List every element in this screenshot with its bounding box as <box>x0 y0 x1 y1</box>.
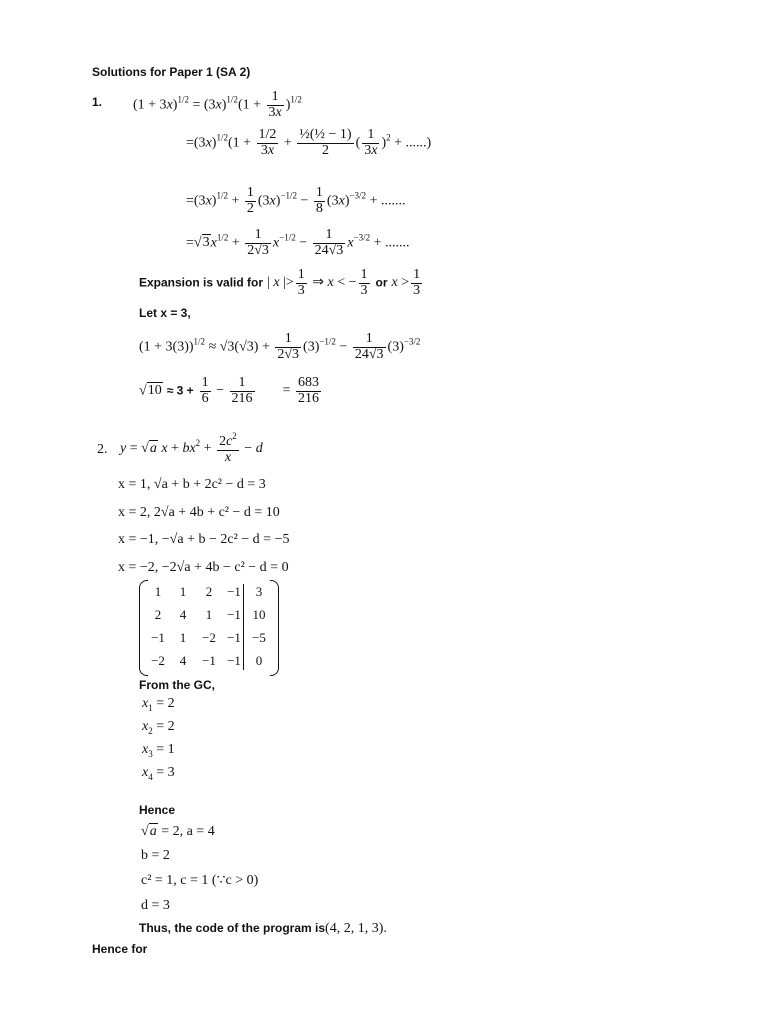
matrix-cell: −1 <box>151 630 165 645</box>
result-b: b = 2 <box>141 848 170 863</box>
matrix-cell: 0 <box>255 653 263 668</box>
solution-x4: $x_4 = 3$ <box>142 765 175 782</box>
result-c: c² = 1, c = 1 (∵c > 0) <box>141 873 259 888</box>
matrix-cell: −1 <box>227 584 241 599</box>
matrix-cell: 1 <box>179 584 187 599</box>
matrix-cell: 1 <box>179 630 187 645</box>
solution-x1: $x_1 = 2$ <box>142 696 175 713</box>
question-2-number: 2. <box>97 442 108 457</box>
matrix-cell: 4 <box>179 607 187 622</box>
q1-expansion-line-3: $=(3x)^{1/2}$ + $\frac{1}{2}$ $(3x)^{-1/2}$ − $\frac{1}{8}$ $(3x)^{-3/2}$ + ....... <box>186 185 406 216</box>
solution-x2: $x_2 = 2$ <box>142 719 175 736</box>
matrix-cell: −1 <box>227 653 241 668</box>
q2-equation-1: x = 1, √a + b + 2c² − d = 3 <box>118 477 266 492</box>
matrix-cell: 1 <box>205 607 213 622</box>
matrix-cell: 4 <box>179 653 187 668</box>
code-value: (4, 2, 1, 3) <box>325 921 384 936</box>
result-numerator: 683 <box>297 375 319 390</box>
matrix-cell: 2 <box>154 607 162 622</box>
matrix-cell: 3 <box>255 584 263 599</box>
q2-equation-4: x = −2, −2√a + 4b − c² − d = 0 <box>118 560 289 575</box>
matrix-cell: −1 <box>202 653 216 668</box>
q1-expansion-line-1: $(1 + 3x)^{1/2} = (3x)^{1/2}(1$ + $\frac{1}{3x}$ )$^{1/2}$ <box>133 89 302 120</box>
augmented-matrix <box>139 580 279 675</box>
result-denominator: 216 <box>297 390 319 406</box>
q1-expansion-line-4: $=√3x^{1/2}$ + $\frac{1}{2√3}$ $x^{-1/2}$ − $\frac{1}{24√3}$ $x^{-3/2}$ + ....... <box>186 227 410 258</box>
page-heading: Solutions for Paper 1 (SA 2) <box>92 65 251 79</box>
matrix-cell: −5 <box>252 630 266 645</box>
q2-equation-2: x = 2, 2√a + 4b + c² − d = 10 <box>118 505 280 520</box>
code-text: Thus, the code of the program is <box>139 921 326 935</box>
hence-label: Hence <box>139 803 176 817</box>
q1-validity-line: Expansion is valid for | x |> $\frac{1}{3}$ ⇒ x < − $\frac{1}{3}$ or x > $\frac{1}{3}$ <box>139 267 421 298</box>
q1-approximation-line: √10 ≈ 3 + $\frac{1}{6}$ − $\frac{1}{216}$ = $\frac{683}{216}$ <box>139 375 319 406</box>
question-1-number: 1. <box>92 95 103 109</box>
program-code-line: Thus, the code of the program is(4, 2, 1, 3). <box>139 921 387 936</box>
matrix-cell: −1 <box>227 607 241 622</box>
matrix-cell: 10 <box>252 607 266 622</box>
q1-substitution-line: $(1 + 3(3))^{1/2} \approx √3(√3)$ + $\frac{1}{2√3}$ $(3)^{-1/2}$ − $\frac{1}{24√3}$ $(3)^{-3/2}$ <box>139 331 421 362</box>
q2-equation-3: x = −1, −√a + b − 2c² − d = −5 <box>118 532 290 547</box>
result-a: √a = 2, a = 4 <box>141 824 215 839</box>
matrix-cell: 2 <box>205 584 213 599</box>
matrix-cell: −1 <box>227 630 241 645</box>
from-gc-label: From the GC, <box>139 678 216 692</box>
result-d: d = 3 <box>141 898 170 913</box>
or-text: or <box>375 275 388 290</box>
hence-for-label: Hence for <box>92 942 148 956</box>
q2-function: y = √a $x + bx^2$ + $\frac{2c^2}{x}$ − d <box>120 431 263 465</box>
validity-text: Expansion is valid for <box>139 275 264 290</box>
approx-left: ≈ 3 + <box>166 383 194 398</box>
solution-x3: $x_3 = 1$ <box>142 742 175 759</box>
q1-expansion-line-2: $=(3x)^{1/2}(1$ + $\frac{1/2}{3x}$ + $\frac{\text{½(½ − 1)}}{2}$ ( $\frac{1}{3x}$ )$^2$ + ......) <box>186 127 432 158</box>
matrix-cell: 1 <box>154 584 162 599</box>
matrix-cell: −2 <box>202 630 216 645</box>
q1-let-x: Let x = 3, <box>139 306 191 320</box>
matrix-cell: −2 <box>151 653 165 668</box>
